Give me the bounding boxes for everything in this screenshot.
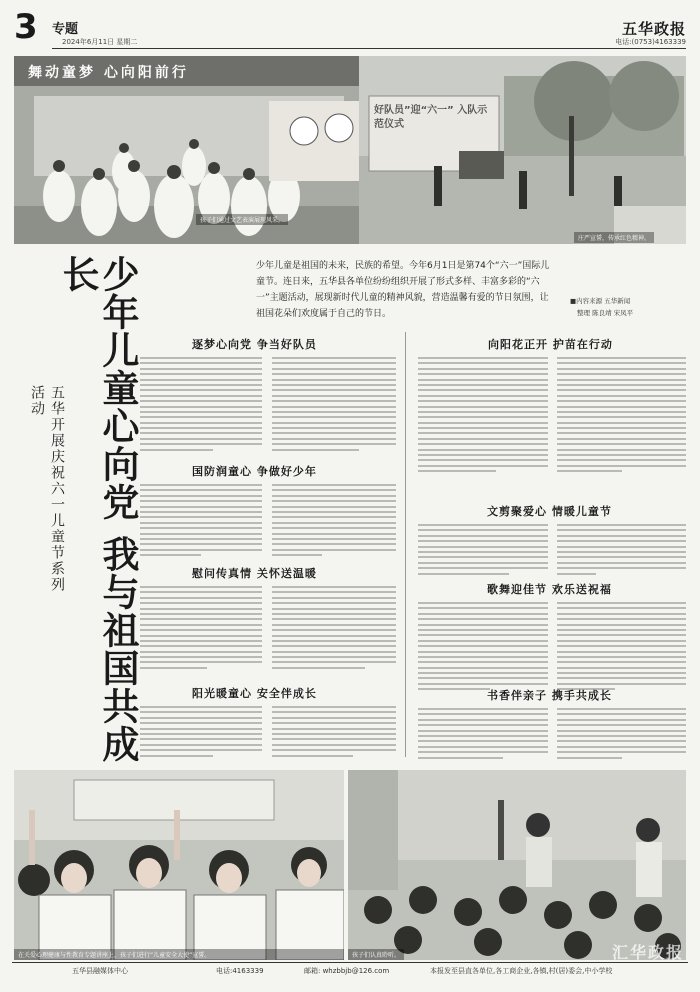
section-6-text-left bbox=[418, 524, 548, 578]
page-number: 3 bbox=[14, 7, 38, 47]
section-1-text-right bbox=[272, 357, 396, 454]
footer-note: 本报发至县直各单位,各工商企业,各镇,村(居)委会,中小学校 bbox=[430, 967, 613, 975]
bottom-photo-right bbox=[348, 770, 686, 960]
section-5-text-right bbox=[557, 357, 686, 476]
masthead: 五华政报 bbox=[621, 20, 686, 38]
footer-tel: 电话:4163339 bbox=[216, 967, 264, 975]
section-3-text-left bbox=[140, 586, 262, 672]
section-2-text-left bbox=[140, 484, 262, 559]
section-heading-3: 慰问传真情 关怀送温暖 bbox=[192, 567, 317, 580]
main-title: 少年儿童心向党 我与祖国共成长 bbox=[56, 255, 140, 763]
issue-date: 2024年6月11日 星期二 bbox=[62, 38, 138, 46]
section-heading-8: 书香伴亲子 携手共成长 bbox=[487, 689, 612, 702]
section-4-text-left bbox=[140, 706, 262, 760]
section-8-text-left bbox=[418, 708, 548, 762]
section-7-text-left bbox=[418, 602, 548, 694]
section-heading-6: 文剪聚爱心 情暖儿童节 bbox=[487, 505, 612, 518]
section-6-text-right bbox=[557, 524, 686, 578]
lede-paragraph: 少年儿童是祖国的未来，民族的希望。今年6月1日是第74个“六一”国际儿童节。连日来，五华县各单位纷纷组织开展了形式多样、丰富多彩的“六一”主题活动，展现新时代儿童的精神风貌，营造温馨有爱的节日氛围，让祖国花朵们欢度属于自己的节日。 bbox=[256, 261, 550, 319]
section-label: 专题 bbox=[52, 22, 79, 37]
section-2-text-right bbox=[272, 484, 396, 559]
section-1-text-left bbox=[140, 357, 262, 454]
section-8-text-right bbox=[557, 708, 686, 762]
section-3-text-right bbox=[272, 586, 396, 672]
banner-text: 舞动童梦 心向阳前行 bbox=[28, 65, 189, 81]
top-caption-2: 庄严宣誓，传承红色精神。 bbox=[574, 232, 654, 243]
top-photo-art bbox=[14, 56, 686, 244]
watermark: 汇华政报 bbox=[611, 943, 684, 962]
top-photo bbox=[14, 56, 686, 244]
subtitle: 五华开展庆祝六一儿童节系列活动 bbox=[29, 385, 65, 593]
section-heading-2: 国防润童心 争做好少年 bbox=[192, 465, 317, 478]
credit-editors: 整理 陈良靖 宋凤平 bbox=[577, 309, 634, 317]
footer-rule bbox=[12, 962, 688, 963]
top-caption-1: 孩子们通过文艺表演展现风采。 bbox=[196, 214, 288, 225]
bottom-photo-left bbox=[14, 770, 344, 960]
bottom-left-photo-art bbox=[14, 770, 344, 960]
credit-source: ■内容来源 五华新闻 bbox=[570, 297, 631, 305]
ceremony-sign: 好队员”迎“六一” 入队示范仪式 bbox=[374, 105, 488, 130]
footer-email: 邮箱: whzbbjb@126.com bbox=[304, 967, 390, 975]
header-rule bbox=[52, 48, 686, 49]
section-7-text-right bbox=[557, 602, 686, 694]
section-heading-1: 逐梦心向党 争当好队员 bbox=[192, 338, 317, 351]
section-heading-4: 阳光暖童心 安全伴成长 bbox=[192, 687, 317, 700]
section-5-text-left bbox=[418, 357, 548, 476]
section-heading-5: 向阳花正开 护苗在行动 bbox=[488, 338, 613, 351]
header-phone: 电话:(0753)4163339 bbox=[615, 38, 686, 46]
column-divider bbox=[405, 332, 406, 757]
bottom-right-photo-art bbox=[348, 770, 686, 960]
footer-editor: 五华县融媒体中心 bbox=[72, 967, 128, 975]
section-4-text-right bbox=[272, 706, 396, 760]
bottom-caption-left: 在关爱心理健康与性教育专题讲座上，孩子们进行“儿童安全大使”宣誓。 bbox=[14, 949, 344, 960]
section-heading-7: 歌舞迎佳节 欢乐送祝福 bbox=[487, 583, 612, 596]
bottom-caption-right: 孩子们认真聆听。 bbox=[348, 949, 404, 960]
